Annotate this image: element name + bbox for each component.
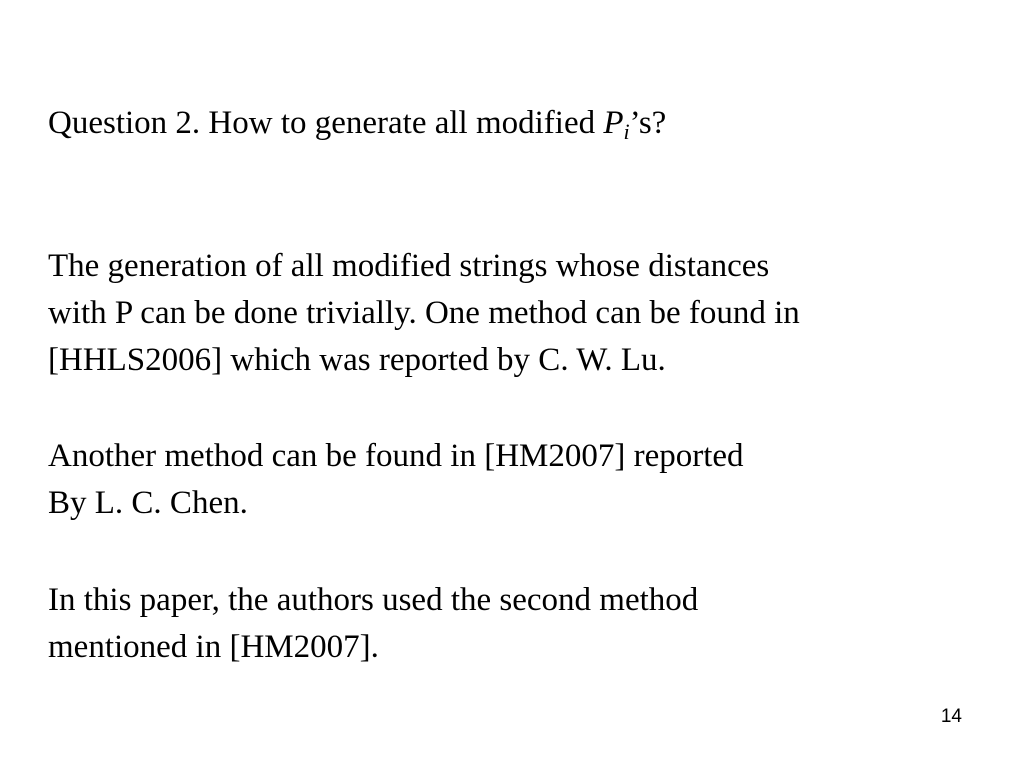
paragraph-paper-method (48, 577, 698, 671)
question-heading (48, 100, 666, 146)
paragraph-line: with P can be done trivially. One method can be found in (48, 295, 800, 331)
question-subscript: i (623, 119, 630, 144)
question-suffix: ’s? (629, 105, 667, 141)
question-symbol: P (603, 105, 624, 141)
question-prefix: Question 2. How to generate all modified (48, 105, 604, 141)
paragraph-line: In this paper, the authors used the second method (48, 582, 699, 618)
paragraph-generation-method (48, 243, 800, 384)
paragraph-line: [HHLS2006] which was reported by C. W. Lu. (48, 342, 666, 378)
paragraph-line: By L. C. Chen. (48, 485, 248, 521)
paragraph-another-method (48, 433, 744, 527)
paragraph-line: Another method can be found in [HM2007] reported (48, 438, 744, 474)
paragraph-line: mentioned in [HM2007]. (48, 629, 379, 665)
paragraph-line: The generation of all modified strings whose distances (48, 248, 770, 284)
page-number: 14 (940, 706, 962, 727)
